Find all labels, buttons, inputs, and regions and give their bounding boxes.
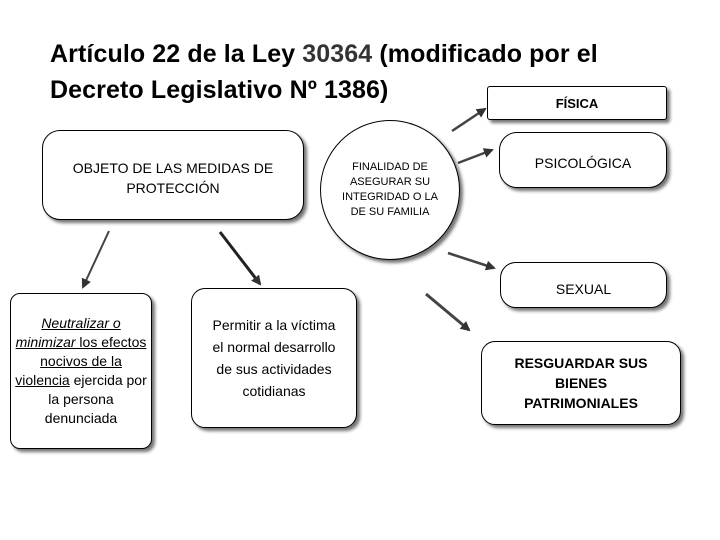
title-text-b: (modificado por el bbox=[372, 40, 598, 68]
node-resguardar: RESGUARDAR SUS BIENES PATRIMONIALES bbox=[481, 341, 681, 425]
node-fisica: FÍSICA bbox=[487, 86, 667, 120]
node-neutralizar bbox=[10, 293, 152, 449]
neutralizar-part3: efectos nocivos de la violencia bbox=[15, 334, 147, 388]
node-finalidad: FINALIDAD DE ASEGURAR SU INTEGRIDAD O LA DE SU FAMILIA bbox=[320, 120, 460, 260]
neutralizar-text bbox=[15, 314, 147, 428]
node-permitir: Permitir a la víctima el normal desarrollo de sus actividades cotidianas bbox=[191, 288, 357, 428]
arrow-to-fisica bbox=[452, 109, 485, 131]
neutralizar-part4: ejercida por la persona denunciada bbox=[44, 372, 147, 426]
law-number: 30364 bbox=[302, 40, 373, 68]
title-line-2: Decreto Legislativo Nº 1386) bbox=[50, 76, 389, 104]
title-text-a: Artículo 22 de la Ley bbox=[50, 40, 303, 68]
arrow-to-resguardar bbox=[426, 294, 469, 330]
node-sexual: SEXUAL bbox=[500, 262, 667, 308]
arrow-to-psicologica bbox=[458, 150, 492, 163]
arrow-to-sexual bbox=[448, 253, 494, 268]
neutralizar-part2: los bbox=[75, 334, 102, 350]
node-psicologica: PSICOLÓGICA bbox=[499, 132, 667, 188]
arrow-to-permitir bbox=[220, 232, 260, 284]
arrow-to-neutralizar bbox=[83, 231, 109, 287]
neutralizar-part1: Neutralizar o minimizar bbox=[15, 315, 121, 350]
node-objeto: OBJETO DE LAS MEDIDAS DE PROTECCIÓN bbox=[42, 130, 304, 220]
